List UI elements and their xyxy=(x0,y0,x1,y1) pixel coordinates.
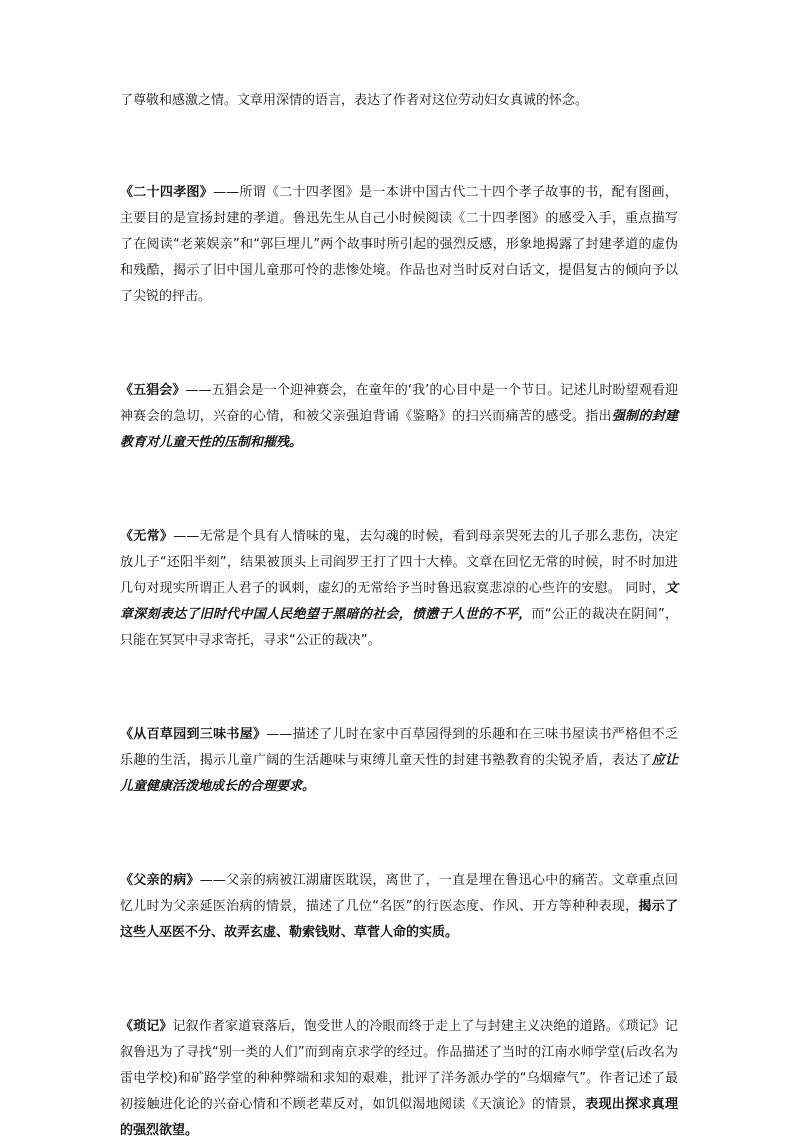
paragraph-text: ——无常是个具有人情味的鬼，去勾魂的时候，看到母亲哭死去的儿子那么悲伤，决定放儿子“还阳半刻”，结果被顶头上司阎罗王打了四十大棒。文章在回忆无常的时候，时不时加进几句对现实所谓正人君子的讽刺，虚幻的无常给予当时鲁迅寂寞悲凉的心些许的安慰。 同时， xyxy=(120,529,678,596)
paragraph-father-illness xyxy=(120,868,678,946)
section-title: 《从百草园到三味书屋》 xyxy=(120,727,267,742)
section-title: 《无常》 xyxy=(120,529,174,544)
paragraph-text: 而“公正的裁决在阴间”，只能在冥冥中寻求寄托，寻求“公正的裁决”。 xyxy=(120,607,678,648)
paragraph-wuchang-hui xyxy=(120,378,678,456)
paragraph-text: ——父亲的病被江湖庸医耽误，离世了，一直是埋在鲁迅心中的痛苦。文章重点回忆儿时为父亲延医治病的情景，描述了几位“名医”的行医态度、作风、开方等种种表现， xyxy=(120,873,678,914)
paragraph-baicaoyuan xyxy=(120,722,678,800)
paragraph-suoji xyxy=(120,1014,678,1144)
section-title: 《五猖会》 xyxy=(120,383,186,398)
paragraph-text: ——五猖会是一个迎神赛会，在童年的‘我’的心目中是一个节日。记述儿时盼望观看迎神赛会的急切，兴奋的心情，和被父亲强迫背诵《鉴略》的扫兴而痛苦的感受。指出 xyxy=(120,383,678,424)
emphasis-text: 文章深刻表达了旧时代中国人民绝望于黑暗的社会，愤懑于人世的不平， xyxy=(120,581,678,622)
paragraph-text: ——所谓《二十四孝图》是一本讲中国古代二十四个孝子故事的书，配有图画，主要目的是宣扬封建的孝道。鲁迅先生从自己小时候阅读《二十四孝图》的感受入手，重点描写了在阅读“老莱娱亲”和“郭巨埋儿”两个故事时所引起的强烈反感，形象地揭露了封建孝道的虚伪和残酷，揭示了旧中国儿童那可怜的悲惨处境。作品也对当时反对白话文，提倡复古的倾向予以了尖锐的抨击。 xyxy=(120,185,678,304)
paragraph-intro xyxy=(120,88,678,114)
paragraph-twenty-four-filial xyxy=(120,180,678,310)
section-title: 《二十四孝图》 xyxy=(120,185,214,200)
paragraph-text: 记叙作者家道衰落后，饱受世人的冷眼而终于走上了与封建主义决绝的道路。《琐记》记叙鲁迅为了寻找“别一类的人们”而到南京求学的经过。作品描述了当时的江南水师学堂(后改名为雷电学校)和矿路学堂的种种弊端和求知的艰难，批评了洋务派办学的“乌烟瘴气”。作者记述了最初接触进化论的兴奋心情和不顾老辈反对，如饥似渴地阅读《天演论》的情景， xyxy=(120,1019,678,1112)
emphasis-text: 表现出探求真理的强烈欲望。 xyxy=(120,1097,678,1138)
paragraph-text: ——描述了儿时在家中百草园得到的乐趣和在三味书屋读书严格但不乏乐趣的生活，揭示儿童广阔的生活趣味与束缚儿童天性的封建书塾教育的尖锐矛盾，表达了 xyxy=(120,727,678,768)
emphasis-text: 强制的封建教育对儿童天性的压制和摧残。 xyxy=(120,409,678,450)
paragraph-wuchang xyxy=(120,524,678,654)
section-title: 《父亲的病》 xyxy=(120,873,200,888)
emphasis-text: 应让儿童健康活泼地成长的合理要求。 xyxy=(120,753,678,794)
paragraph-text: 了尊敬和感激之情。文章用深情的语言，表达了作者对这位劳动妇女真诚的怀念。 xyxy=(120,93,589,108)
section-title: 《琐记》 xyxy=(120,1019,173,1034)
document-body xyxy=(120,88,678,1144)
emphasis-text: 揭示了这些人巫医不分、故弄玄虚、勒索钱财、草菅人命的实质。 xyxy=(120,899,678,940)
